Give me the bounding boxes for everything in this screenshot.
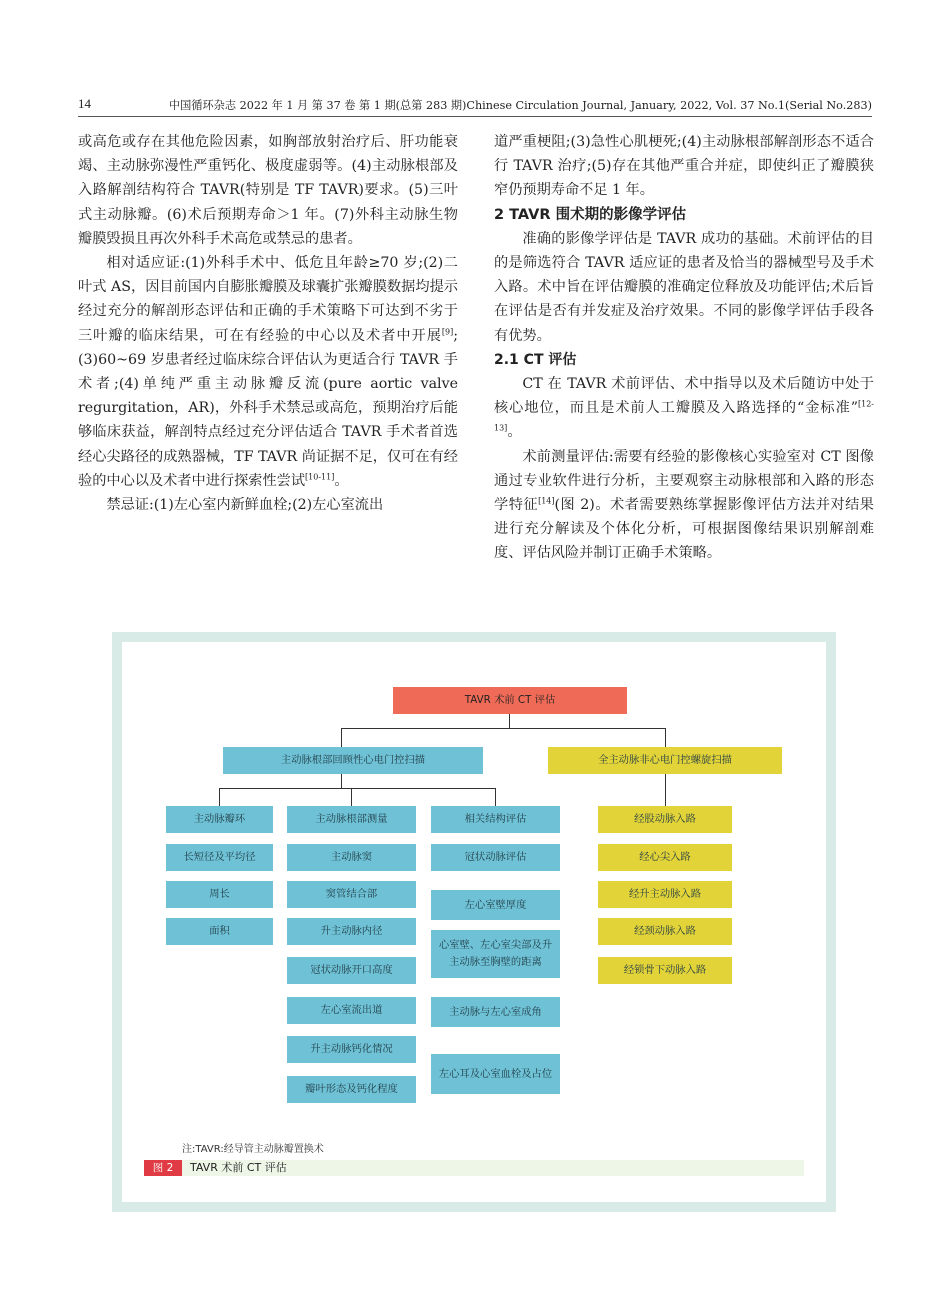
node-leaflet-morphology: 瓣叶形态及钙化程度 (287, 1076, 416, 1103)
node-distance-to-chest-wall: 心室壁、左心室尖部及升主动脉至胸壁的距离 (431, 930, 560, 978)
node-related-structures: 相关结构评估 (431, 806, 560, 833)
page-header (78, 94, 872, 117)
node-transcarotid: 经颈动脉入路 (598, 918, 732, 945)
figure-label: 图 2 (144, 1160, 182, 1176)
node-lvot: 左心室流出道 (287, 997, 416, 1024)
node-lv-wall-thickness: 左心室壁厚度 (431, 890, 560, 920)
connector-line (665, 774, 666, 806)
figure-note: 注:TAVR:经导管主动脉瓣置换术 (182, 1144, 324, 1155)
paragraph-indications-end: 或高危或存在其他危险因素，如胸部放射治疗后、肝功能衰竭、主动脉弥漫性严重钙化、极度虚弱等。(4)主动脉根部及入路解剖结构符合 TAVR(特别是 TF TAVR)要求。(5)三叶式主动脉瓣。(6)术后预期寿命＞1 年。(7)外科主动脉生物瓣膜毁损且再次外科手术高危或禁忌的患者。 (78, 134, 458, 247)
paragraph-contraindications-cont: 道严重梗阻;(3)急性心肌梗死;(4)主动脉根部解剖形态不适合行 TAVR 治疗;(5)存在其他严重合并症，即使纠正了瓣膜狭窄仍预期寿命不足 1 年。 (494, 134, 874, 199)
section-heading: 2 TAVR 围术期的影像学评估 (494, 206, 687, 223)
node-ascending-aorta-calcification: 升主动脉钙化情况 (287, 1036, 416, 1063)
paragraph-imaging-overview: 准确的影像学评估是 TAVR 成功的基础。术前评估的目的是筛选符合 TAVR 适应证的患者及恰当的器械型号及手术入路。术中旨在评估瓣膜的准确定位释放及功能评估;术后旨在评估是否有并发症及治疗效果。不同的影像学评估手段各有优势。 (494, 230, 874, 344)
node-aorta-lv-angle: 主动脉与左心室成角 (431, 997, 560, 1027)
page-number: 14 (78, 96, 91, 111)
subsection-heading: 2.1 CT 评估 (494, 351, 577, 368)
citation: [10-11] (305, 472, 335, 482)
node-root-measurement: 主动脉根部测量 (287, 806, 416, 833)
node-root: TAVR 术前 CT 评估 (393, 687, 627, 714)
node-transsubclavian: 经锁骨下动脉入路 (598, 957, 732, 984)
paragraph-contraindications: 禁忌证:(1)左心室内新鲜血栓;(2)左心室流出 (106, 497, 384, 514)
right-column (494, 130, 874, 566)
node-annulus: 主动脉瓣环 (166, 806, 273, 833)
node-thrombus-occupying-lesion: 左心耳及心室血栓及占位 (431, 1054, 560, 1094)
node-transapical: 经心尖入路 (598, 844, 732, 871)
node-coronary-ostium-height: 冠状动脉开口高度 (287, 957, 416, 984)
node-transaortic: 经升主动脉入路 (598, 881, 732, 908)
connector-line (219, 788, 495, 789)
node-branch-non-gated-spiral: 全主动脉非心电门控螺旋扫描 (548, 747, 782, 774)
figure-2 (112, 632, 836, 1212)
connector-line (341, 774, 342, 788)
node-branch-retrospective-ecg-gated: 主动脉根部回顾性心电门控扫描 (223, 747, 483, 774)
node-transfemoral: 经股动脉入路 (598, 806, 732, 833)
paragraph-ct-role: CT 在 TAVR 术前评估、术中指导以及术后随访中处于核心地位，而且是术前人工瓣膜及入路选择的“金标准”[12-13]。 (494, 376, 874, 441)
connector-line (509, 714, 510, 728)
connector-line (495, 788, 496, 806)
paragraph-relative-indications: 相对适应证:(1)外科手术中、低危且年龄≥70 岁;(2)二叶式 AS，因目前国内自膨胀瓣膜及球囊扩张瓣膜数据均提示经过充分的解剖形态评估和正确的手术策略下可达到不劣于三叶瓣的临床结果，可在有经验的中心以及术者中开展[9];(3)60~69 岁患者经过临床综合评估认为更适合行 TAVR 手术者;(4)单纯严重主动脉瓣反流(pure aortic valve regurgitation，AR)，外科手术禁忌或高危，预期治疗后能够临床获益，解剖特点经过充分评估适合 TAVR 手术者首选经心尖路径的成熟器械，TF TAVR 尚证据不足，仅可在有经验的中心以及术者中进行探索性尝试[10-11]。 (78, 255, 458, 489)
connector-line (351, 788, 352, 806)
figure-caption (144, 1160, 804, 1176)
figure-title: TAVR 术前 CT 评估 (190, 1161, 287, 1174)
node-annulus-perimeter: 周长 (166, 881, 273, 908)
paragraph-preop-measurement: 术前测量评估:需要有经验的影像核心实验室对 CT 图像通过专业软件进行分析，主要观察主动脉根部和入路的形态学特征[14](图 2)。术者需要熟练掌握影像评估方法并对结果进行充分解读及个体化分析，可根据图像结果识别解剖难度、评估风险并制订正确手术策略。 (494, 448, 874, 562)
node-annulus-area: 面积 (166, 918, 273, 945)
node-sinus: 主动脉窦 (287, 844, 416, 871)
connector-line (341, 728, 665, 729)
connector-line (219, 788, 220, 806)
journal-running-title: 中国循环杂志 2022 年 1 月 第 37 卷 第 1 期(总第 283 期)Chinese Circulation Journal, January, 2022, Vol. 37 No.1(Serial No.283) (168, 99, 872, 112)
citation: [12-13] (494, 399, 874, 433)
node-stj: 窦管结合部 (287, 881, 416, 908)
node-annulus-diameters: 长短径及平均径 (166, 844, 273, 871)
citation: [9] (441, 326, 454, 336)
node-ascending-aorta-diameter: 升主动脉内径 (287, 918, 416, 945)
connector-line (341, 728, 342, 747)
node-coronary-assessment: 冠状动脉评估 (431, 844, 560, 871)
connector-line (665, 728, 666, 747)
citation: [14] (538, 496, 555, 506)
figure-panel (122, 642, 826, 1202)
left-column (78, 130, 458, 517)
